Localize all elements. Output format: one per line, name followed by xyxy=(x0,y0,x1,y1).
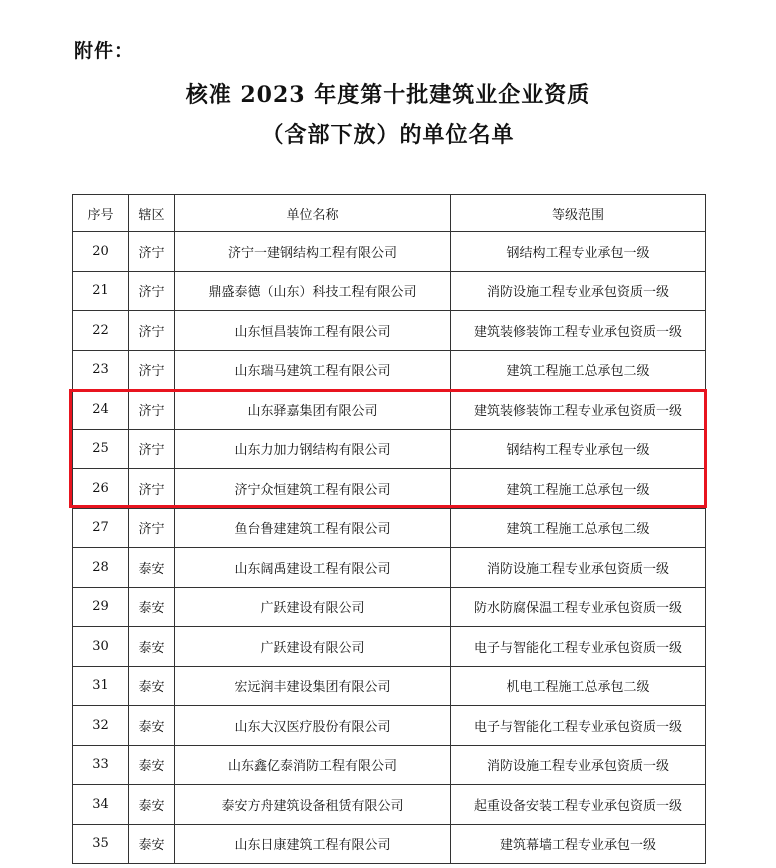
cell-grade-scope: 钢结构工程专业承包一级 xyxy=(451,232,706,272)
table-row xyxy=(73,824,706,864)
cell-serial: 30 xyxy=(73,627,129,667)
cell-unit-name: 泰安方舟建筑设备租赁有限公司 xyxy=(175,785,451,825)
cell-grade-scope: 消防设施工程专业承包资质一级 xyxy=(451,548,706,588)
cell-region: 泰安 xyxy=(129,745,175,785)
table-row xyxy=(73,548,706,588)
document-title-line2: （含部下放）的单位名单 xyxy=(261,122,515,148)
cell-serial: 20 xyxy=(73,232,129,272)
cell-unit-name: 山东鑫亿泰消防工程有限公司 xyxy=(175,745,451,785)
cell-grade-scope: 建筑装修装饰工程专业承包资质一级 xyxy=(451,390,706,430)
header-unit-name: 单位名称 xyxy=(175,195,451,232)
cell-serial: 35 xyxy=(73,824,129,864)
cell-region: 济宁 xyxy=(129,429,175,469)
cell-unit-name: 山东力加力钢结构有限公司 xyxy=(175,429,451,469)
cell-unit-name: 山东阔禹建设工程有限公司 xyxy=(175,548,451,588)
cell-serial: 34 xyxy=(73,785,129,825)
cell-serial: 22 xyxy=(73,311,129,351)
cell-grade-scope: 消防设施工程专业承包资质一级 xyxy=(451,271,706,311)
cell-unit-name: 鼎盛泰德（山东）科技工程有限公司 xyxy=(175,271,451,311)
cell-grade-scope: 建筑装修装饰工程专业承包资质一级 xyxy=(451,311,706,351)
table-row xyxy=(73,508,706,548)
cell-region: 济宁 xyxy=(129,350,175,390)
attachment-label: 附件： xyxy=(74,40,135,62)
table-body xyxy=(73,232,706,864)
cell-unit-name: 鱼台鲁建建筑工程有限公司 xyxy=(175,508,451,548)
cell-region: 济宁 xyxy=(129,508,175,548)
cell-region: 济宁 xyxy=(129,390,175,430)
table-row xyxy=(73,627,706,667)
table-row xyxy=(73,429,706,469)
cell-grade-scope: 电子与智能化工程专业承包资质一级 xyxy=(451,627,706,667)
cell-unit-name: 广跃建设有限公司 xyxy=(175,587,451,627)
cell-unit-name: 济宁众恒建筑工程有限公司 xyxy=(175,469,451,509)
cell-unit-name: 山东大汉医疗股份有限公司 xyxy=(175,706,451,746)
cell-serial: 24 xyxy=(73,390,129,430)
cell-serial: 32 xyxy=(73,706,129,746)
cell-grade-scope: 建筑工程施工总承包二级 xyxy=(451,508,706,548)
cell-unit-name: 山东日康建筑工程有限公司 xyxy=(175,824,451,864)
cell-region: 泰安 xyxy=(129,627,175,667)
cell-grade-scope: 建筑工程施工总承包二级 xyxy=(451,350,706,390)
cell-grade-scope: 钢结构工程专业承包一级 xyxy=(451,429,706,469)
cell-serial: 23 xyxy=(73,350,129,390)
table-row xyxy=(73,587,706,627)
table-header-row xyxy=(73,195,706,232)
table-row xyxy=(73,232,706,272)
cell-unit-name: 山东驿嘉集团有限公司 xyxy=(175,390,451,430)
document-title-line1: 核准 2023 年度第十批建筑业企业资质 xyxy=(185,82,591,108)
cell-region: 泰安 xyxy=(129,548,175,588)
cell-region: 泰安 xyxy=(129,587,175,627)
table-row xyxy=(73,706,706,746)
cell-serial: 29 xyxy=(73,587,129,627)
header-region: 辖区 xyxy=(129,195,175,232)
cell-serial: 31 xyxy=(73,666,129,706)
cell-serial: 27 xyxy=(73,508,129,548)
cell-serial: 26 xyxy=(73,469,129,509)
cell-serial: 33 xyxy=(73,745,129,785)
cell-region: 泰安 xyxy=(129,785,175,825)
cell-region: 济宁 xyxy=(129,232,175,272)
table-row xyxy=(73,666,706,706)
cell-unit-name: 济宁一建钢结构工程有限公司 xyxy=(175,232,451,272)
table-row xyxy=(73,271,706,311)
cell-region: 泰安 xyxy=(129,824,175,864)
cell-grade-scope: 电子与智能化工程专业承包资质一级 xyxy=(451,706,706,746)
cell-grade-scope: 建筑工程施工总承包一级 xyxy=(451,469,706,509)
cell-unit-name: 山东恒昌装饰工程有限公司 xyxy=(175,311,451,351)
table-row xyxy=(73,311,706,351)
cell-region: 济宁 xyxy=(129,271,175,311)
cell-serial: 25 xyxy=(73,429,129,469)
cell-grade-scope: 机电工程施工总承包二级 xyxy=(451,666,706,706)
cell-unit-name: 宏远润丰建设集团有限公司 xyxy=(175,666,451,706)
cell-unit-name: 广跃建设有限公司 xyxy=(175,627,451,667)
cell-grade-scope: 建筑幕墙工程专业承包一级 xyxy=(451,824,706,864)
cell-region: 泰安 xyxy=(129,666,175,706)
cell-grade-scope: 防水防腐保温工程专业承包资质一级 xyxy=(451,587,706,627)
header-grade-scope: 等级范围 xyxy=(451,195,706,232)
table-row xyxy=(73,745,706,785)
table-row xyxy=(73,469,706,509)
cell-serial: 28 xyxy=(73,548,129,588)
cell-region: 泰安 xyxy=(129,706,175,746)
header-serial: 序号 xyxy=(73,195,129,232)
table-row xyxy=(73,350,706,390)
table-row xyxy=(73,785,706,825)
cell-serial: 21 xyxy=(73,271,129,311)
cell-region: 济宁 xyxy=(129,469,175,509)
cell-region: 济宁 xyxy=(129,311,175,351)
cell-grade-scope: 消防设施工程专业承包资质一级 xyxy=(451,745,706,785)
approved-units-table xyxy=(72,194,706,864)
cell-unit-name: 山东瑞马建筑工程有限公司 xyxy=(175,350,451,390)
table-row xyxy=(73,390,706,430)
cell-grade-scope: 起重设备安装工程专业承包资质一级 xyxy=(451,785,706,825)
